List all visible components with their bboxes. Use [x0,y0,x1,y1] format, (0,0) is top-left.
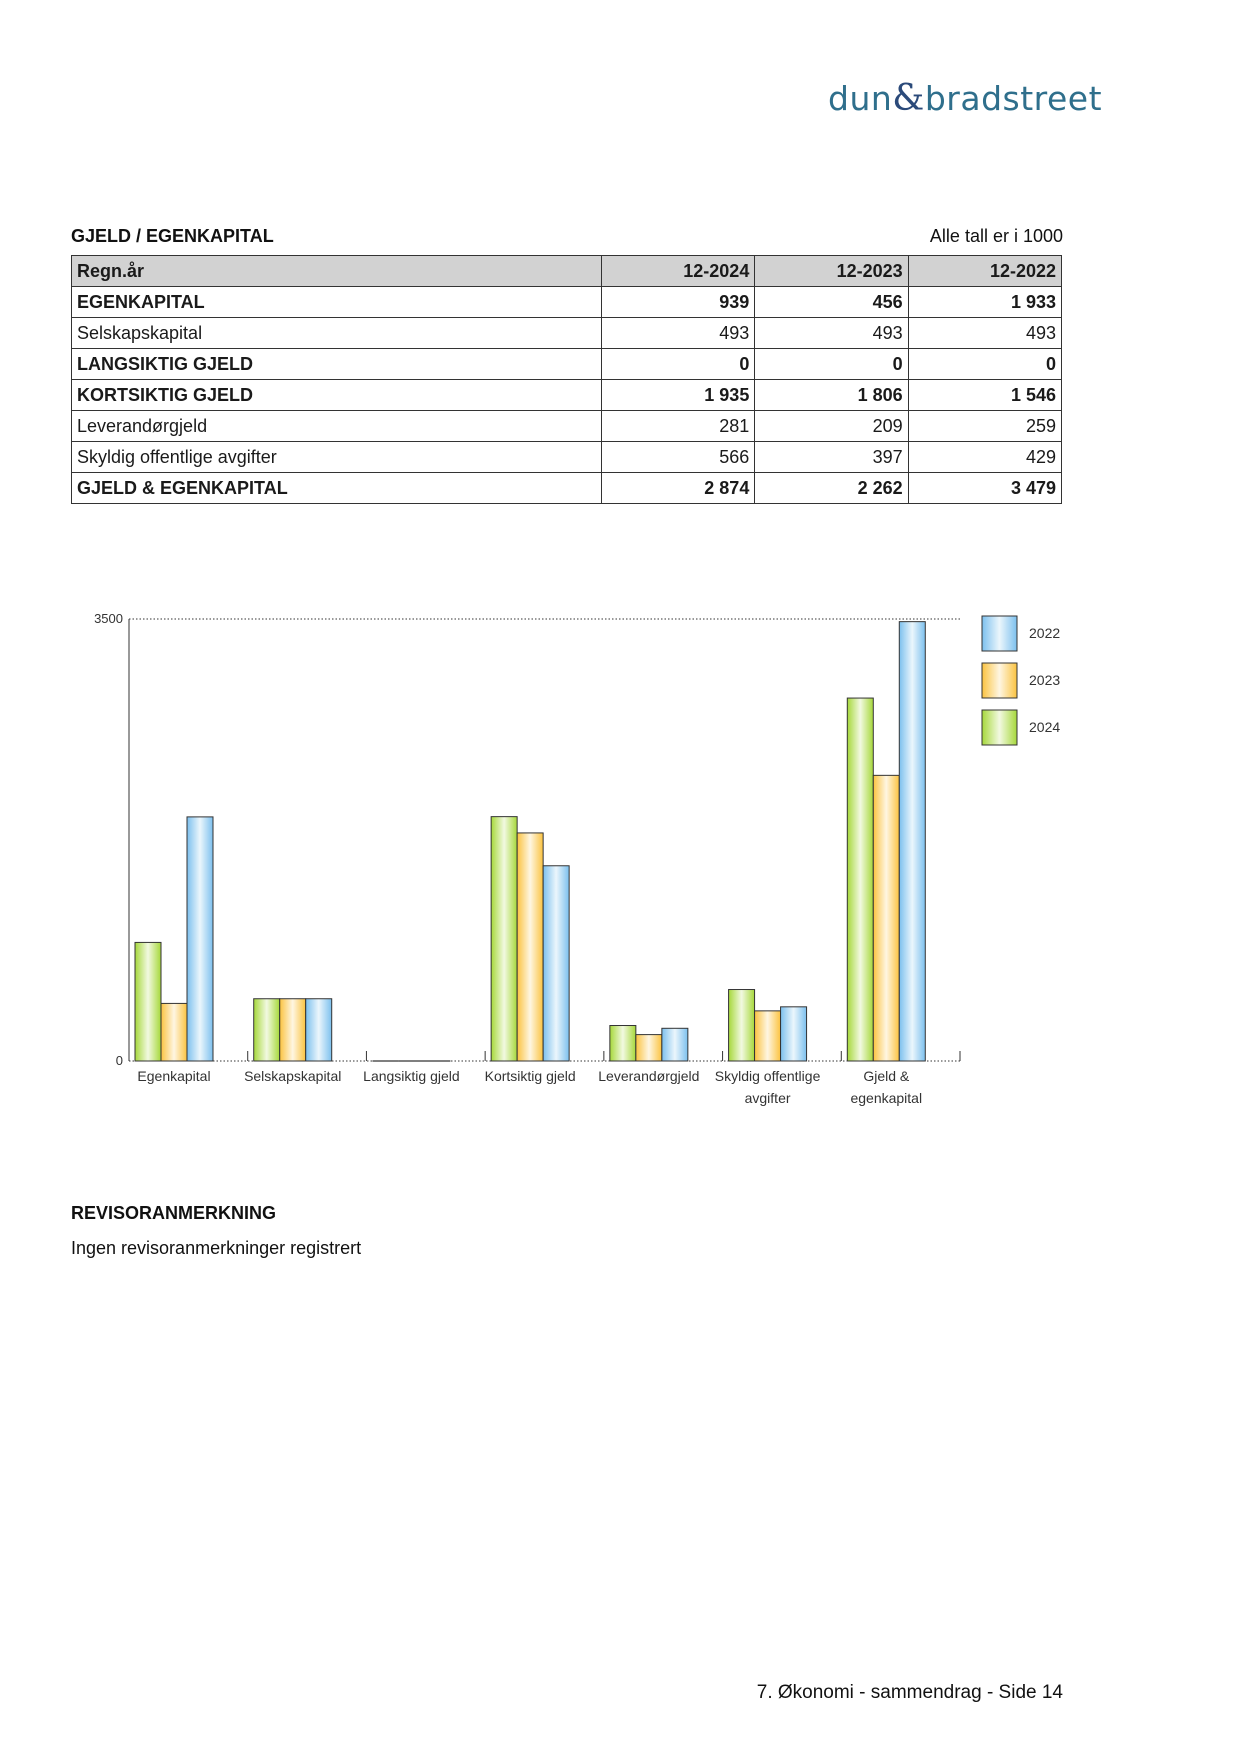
column-header: Regn.år [72,256,602,287]
column-header: 12-2022 [908,256,1061,287]
x-tick-label: Skyldig offentlige [714,1068,821,1084]
unit-note: Alle tall er i 1000 [929,226,1063,246]
table-header-row [72,256,1062,287]
row-label: KORTSIKTIG GJELD [72,380,602,411]
row-value: 493 [908,318,1061,349]
table-row [72,442,1062,473]
x-tick-label: avgifter [744,1090,791,1106]
row-value: 456 [755,287,908,318]
column-header: 12-2023 [755,256,908,287]
legend-swatch-2022 [982,616,1017,651]
table-row [72,411,1062,442]
legend-swatch-2023 [982,663,1017,698]
row-value: 0 [602,349,755,380]
x-tick-label: Langsiktig gjeld [363,1068,460,1084]
bar-2024 [610,1026,636,1061]
bar-2023 [873,775,899,1061]
logo-ampersand: & [892,78,925,119]
bar-2022 [781,1007,807,1061]
x-tick-label: Selskapskapital [244,1068,342,1084]
row-value: 1 806 [755,380,908,411]
row-label: Selskapskapital [72,318,602,349]
row-value: 939 [602,287,755,318]
page-footer: 7. Økonomi - sammendrag - Side 14 [756,1682,1063,1703]
row-value: 1 933 [908,287,1061,318]
legend-label-2022: 2022 [1029,625,1061,641]
bar-2024 [491,817,517,1061]
x-tick-label: egenkapital [850,1090,923,1106]
y-tick-label: 0 [115,1053,123,1068]
bar-2023 [755,1011,781,1061]
row-value: 397 [755,442,908,473]
row-value: 0 [755,349,908,380]
row-value: 1 935 [602,380,755,411]
bar-2023 [280,999,306,1061]
bar-2022 [662,1028,688,1061]
table-row [72,287,1062,318]
table-row [72,380,1062,411]
table-row [72,473,1062,504]
auditor-text: Ingen revisoranmerkninger registrert [71,1238,362,1258]
auditor-title: REVISORANMERKNING [71,1203,277,1223]
row-value: 493 [602,318,755,349]
row-label: Leverandørgjeld [72,411,602,442]
x-tick-label: Leverandørgjeld [598,1068,700,1084]
row-label: GJELD & EGENKAPITAL [72,473,602,504]
row-value: 281 [602,411,755,442]
table-row [72,318,1062,349]
x-tick-label: Kortsiktig gjeld [484,1068,576,1084]
row-value: 3 479 [908,473,1061,504]
row-value: 0 [908,349,1061,380]
legend-label-2024: 2024 [1029,719,1061,735]
column-header: 12-2024 [602,256,755,287]
row-value: 2 874 [602,473,755,504]
row-label: LANGSIKTIG GJELD [72,349,602,380]
row-value: 2 262 [755,473,908,504]
row-label: Skyldig offentlige avgifter [72,442,602,473]
row-value: 493 [755,318,908,349]
logo-text-dun: dun [828,79,893,118]
row-value: 259 [908,411,1061,442]
logo-text-bradstreet: bradstreet [924,79,1103,118]
financial-table [71,255,1062,504]
table-body [72,287,1062,504]
bar-2022 [899,622,925,1061]
bar-2024 [135,942,161,1061]
company-logo [828,78,1102,119]
row-value: 209 [755,411,908,442]
bar-2024 [847,698,873,1061]
bar-2022 [543,866,569,1061]
bar-2024 [729,990,755,1061]
row-label: EGENKAPITAL [72,287,602,318]
section-title: GJELD / EGENKAPITAL [71,226,274,246]
bar-2023 [161,1003,187,1061]
legend-swatch-2024 [982,710,1017,745]
bar-chart [70,608,1070,1128]
bar-2023 [517,833,543,1061]
row-value: 429 [908,442,1061,473]
row-value: 1 546 [908,380,1061,411]
y-tick-label: 3500 [94,611,123,626]
bar-2024 [254,999,280,1061]
table-row [72,349,1062,380]
row-value: 566 [602,442,755,473]
x-tick-label: Egenkapital [137,1068,211,1084]
bar-2023 [636,1035,662,1061]
x-tick-label: Gjeld & [863,1068,910,1084]
bar-2022 [187,817,213,1061]
bar-2022 [306,999,332,1061]
legend-label-2023: 2023 [1029,672,1061,688]
